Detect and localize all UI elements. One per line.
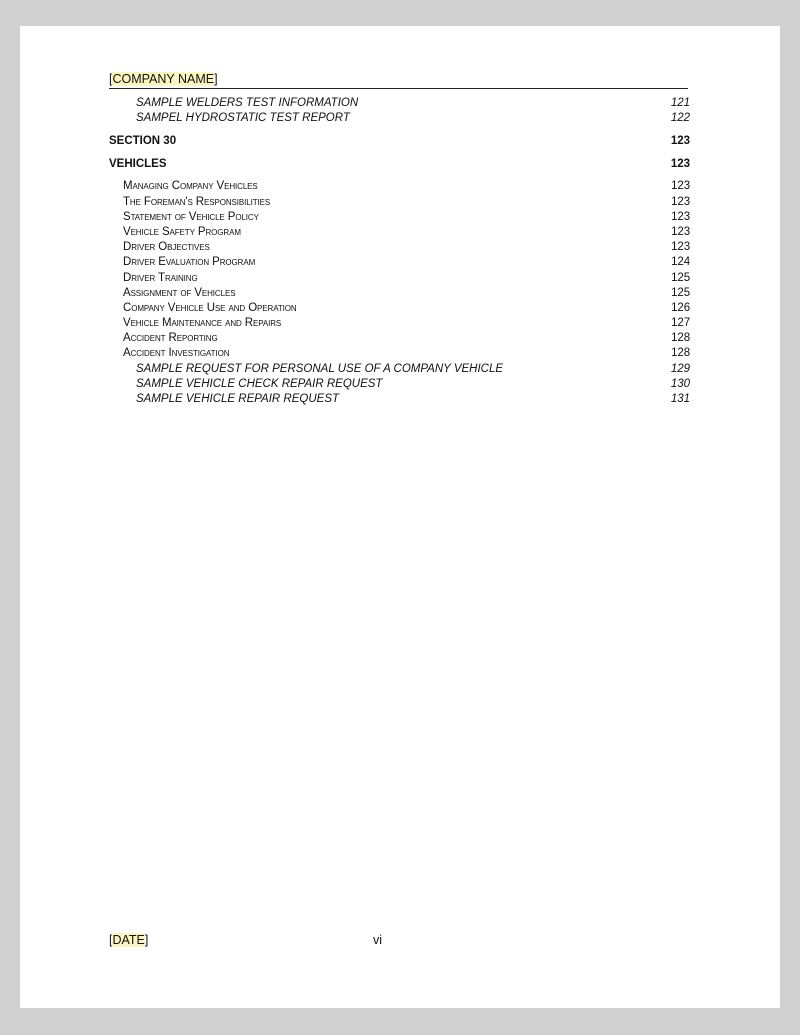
toc-entry-title: Company Vehicle Use and Operation — [123, 301, 297, 314]
toc-entry-page: 121 — [670, 97, 690, 109]
toc-entry-page: 131 — [670, 393, 690, 405]
date-field[interactable] — [109, 932, 148, 948]
toc-entry-page: 126 — [671, 301, 690, 314]
toc-entry-title: Accident Investigation — [123, 347, 230, 360]
toc-entry-title: Vehicle Maintenance and Repairs — [123, 317, 282, 330]
toc-entry-sample[interactable] — [109, 377, 690, 392]
toc-entry-title: SAMPLE REQUEST FOR PERSONAL USE OF A COMPANY VEHICLE — [136, 362, 504, 375]
toc-entry-page: 125 — [671, 271, 690, 284]
toc-entry-page: 123 — [671, 180, 690, 193]
toc-entry-page: 128 — [671, 347, 690, 360]
toc-entry-page: 127 — [671, 317, 690, 330]
toc-entry-subsection[interactable] — [109, 286, 690, 301]
bracket-close: ] — [144, 933, 149, 947]
toc-entry-subsection[interactable] — [109, 225, 690, 240]
toc-entry-title: The Foreman's Responsibilities — [123, 195, 271, 208]
toc-entry-page: 123 — [671, 195, 690, 208]
toc-entry-subsection[interactable] — [109, 195, 690, 210]
table-of-contents — [109, 96, 690, 407]
toc-entry-page: 123 — [671, 210, 690, 223]
toc-entry-subsection[interactable] — [109, 346, 690, 361]
bracket-open: [ — [109, 72, 113, 86]
toc-entry-page: 125 — [671, 286, 690, 299]
toc-entry-title: VEHICLES — [109, 158, 167, 171]
toc-entry-page: 123 — [671, 225, 690, 238]
toc-entry-sample[interactable] — [109, 362, 690, 377]
toc-entry-subsection[interactable] — [109, 179, 690, 194]
toc-entry-title: SAMPLE VEHICLE REPAIR REQUEST — [136, 393, 340, 405]
toc-entry-title: Driver Evaluation Program — [123, 256, 256, 269]
toc-entry-section[interactable] — [109, 134, 690, 149]
toc-entry-subsection[interactable] — [109, 331, 690, 346]
toc-entry-subsection[interactable] — [109, 255, 690, 270]
toc-entry-page: 122 — [670, 112, 690, 125]
toc-entry-page: 128 — [671, 332, 690, 345]
company-name-placeholder[interactable]: COMPANY NAME — [112, 72, 215, 86]
toc-entry-sample[interactable] — [109, 111, 690, 126]
toc-entry-title: SAMPEL HYDROSTATIC TEST REPORT — [136, 112, 350, 125]
toc-entry-sample[interactable] — [109, 96, 690, 111]
toc-entry-title: Vehicle Safety Program — [123, 225, 241, 238]
toc-entry-subsection[interactable] — [109, 301, 690, 316]
document-page — [20, 26, 780, 1008]
toc-entry-chapter[interactable] — [109, 157, 690, 172]
toc-entry-title: Accident Reporting — [123, 332, 218, 345]
toc-entry-title: Driver Training — [123, 271, 198, 284]
date-placeholder: DATE — [112, 933, 145, 947]
toc-entry-title: SAMPLE VEHICLE CHECK REPAIR REQUEST — [136, 377, 383, 390]
toc-entry-title: Statement of Vehicle Policy — [123, 210, 259, 223]
toc-entry-page: 129 — [670, 362, 690, 375]
toc-entry-subsection[interactable] — [109, 210, 690, 225]
bracket-close: ] — [214, 72, 218, 86]
toc-entry-page: 123 — [670, 135, 690, 148]
toc-entry-subsection[interactable] — [109, 240, 690, 255]
page-header — [109, 70, 688, 89]
toc-entry-subsection[interactable] — [109, 271, 690, 286]
toc-entry-title: SAMPLE WELDERS TEST INFORMATION — [136, 97, 359, 109]
toc-entry-page: 130 — [670, 377, 690, 390]
bracket-open: [ — [109, 933, 113, 947]
toc-entry-sample[interactable] — [109, 392, 690, 407]
toc-entry-subsection[interactable] — [109, 316, 690, 331]
toc-entry-title: Assignment of Vehicles — [123, 286, 236, 299]
toc-entry-page: 123 — [670, 158, 690, 171]
page-number: vi — [373, 933, 383, 947]
toc-entry-title: Managing Company Vehicles — [123, 180, 258, 193]
toc-entry-page: 124 — [671, 256, 690, 269]
toc-entry-title: Driver Objectives — [123, 241, 210, 254]
toc-entry-page: 123 — [671, 241, 690, 254]
toc-entry-title: SECTION 30 — [109, 135, 177, 148]
